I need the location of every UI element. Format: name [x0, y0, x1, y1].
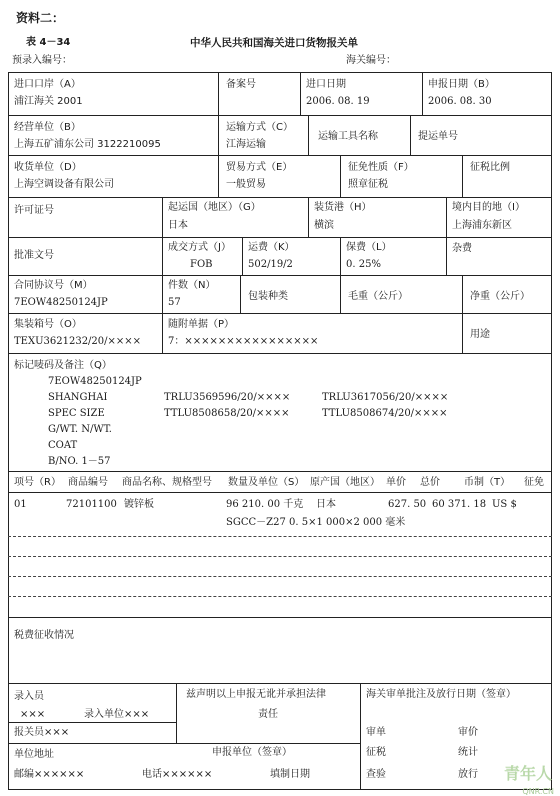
insurance-label: 保费（L） — [346, 242, 392, 253]
pieces-label: 件数（N） — [168, 280, 216, 291]
declaration-text-2: 责任 — [258, 709, 278, 720]
loading-port-label: 装货港（H） — [314, 202, 372, 213]
trade-mode-label: 贸易方式（E） — [226, 162, 293, 173]
statistics-label: 统计 — [458, 747, 478, 758]
loading-port-value: 横滨 — [314, 220, 334, 231]
destination-value: 上海浦东新区 — [452, 220, 512, 231]
table-number: 表 4－34 — [26, 37, 71, 48]
operator-label: 经营单位（B） — [14, 122, 81, 133]
import-date-value: 2006. 08. 19 — [306, 96, 370, 107]
tax-ratio-label: 征税比例 — [470, 162, 510, 173]
goods-unit-price: 627. 50 — [388, 499, 427, 510]
goods-header-name: 商品名称、规格型号 — [122, 477, 212, 488]
goods-origin: 日本 — [316, 499, 336, 510]
goods-spec: SGCC－Z27 0. 5×1 000×2 000 毫米 — [226, 517, 406, 528]
watermark-logo: 青年人 — [503, 764, 552, 783]
freight-value: 502/19/2 — [248, 259, 293, 270]
destination-label: 境内目的地（I） — [452, 202, 525, 213]
goods-code: 72101100 — [66, 499, 117, 510]
goods-header-origin: 原产国（地区） — [310, 477, 380, 488]
container-code: TRLU3617056/20/×××× — [322, 392, 449, 403]
freight-label: 运费（K） — [248, 242, 295, 253]
declare-date-value: 2006. 08. 30 — [428, 96, 492, 107]
license-number-label: 许可证号 — [14, 205, 54, 216]
entry-clerk-label: 录入员 — [14, 691, 44, 702]
entry-clerk-value: ××× — [20, 709, 46, 720]
consignee-value: 上海空调设备有限公司 — [14, 179, 114, 190]
vehicle-name-label: 运输工具名称 — [318, 131, 378, 142]
entry-unit: 录入单位××× — [84, 709, 150, 720]
misc-fee-label: 杂费 — [452, 243, 472, 254]
pieces-value: 57 — [168, 297, 181, 308]
origin-country-label: 起运国（地区）（G） — [168, 202, 261, 213]
approval-number-label: 批准文号 — [14, 250, 54, 261]
declarant-label: 报关员××× — [14, 727, 70, 738]
goods-quantity: 96 210. 00 千克 — [226, 499, 304, 510]
customs-number-label: 海关编号： — [346, 55, 396, 66]
contract-number-label: 合同协议号（M） — [14, 280, 93, 291]
goods-total-price: 60 371. 18 — [432, 499, 487, 510]
price-review-label: 审价 — [458, 727, 478, 738]
declare-date-label: 申报日期（B） — [428, 79, 495, 90]
marks-line: SHANGHAI — [48, 392, 108, 403]
insurance-value: 0. 25% — [346, 259, 381, 270]
goods-header-currency: 币制（T） — [464, 477, 511, 488]
fill-date-label: 填制日期 — [270, 769, 310, 780]
form-title: 中华人民共和国海关进口货物报关单 — [190, 37, 358, 49]
declare-unit-label: 申报单位（签章） — [212, 747, 292, 758]
import-date-label: 进口日期 — [306, 79, 346, 90]
attached-docs-value: 7：×××××××××××××××× — [168, 336, 319, 347]
goods-item-number: 01 — [14, 499, 27, 510]
release-label: 放行 — [458, 769, 478, 780]
goods-header-exempt: 征免 — [524, 477, 544, 488]
attached-docs-label: 随附单据（P） — [168, 319, 235, 330]
goods-header-code: 商品编号 — [68, 477, 108, 488]
exemption-label: 征免性质（F） — [348, 162, 414, 173]
deal-mode-value: FOB — [190, 259, 213, 270]
consignee-label: 收货单位（D） — [14, 162, 82, 173]
goods-header-qty: 数量及单位（S） — [228, 477, 305, 488]
inspect-label: 查验 — [366, 769, 386, 780]
goods-currency: US $ — [492, 499, 517, 510]
goods-header-price: 单价 — [386, 477, 406, 488]
container-code: TTLU8508658/20/×××× — [164, 408, 290, 419]
goods-header-total: 总价 — [420, 477, 440, 488]
unit-address-label: 单位地址 — [14, 749, 54, 760]
container-code: TTLU8508674/20/×××× — [322, 408, 448, 419]
zip-label: 邮编×××××× — [14, 769, 85, 780]
exemption-value: 照章征税 — [348, 179, 388, 190]
preentry-number-label: 预录入编号： — [12, 55, 72, 66]
import-port-value: 浦江海关 2001 — [14, 96, 83, 107]
levy-label: 征税 — [366, 747, 386, 758]
marks-label: 标记唛码及备注（Q） — [14, 360, 112, 371]
marks-line: G/WT. N/WT. — [48, 424, 112, 435]
record-number-label: 备案号 — [226, 79, 256, 90]
packing-type-label: 包装种类 — [248, 291, 288, 302]
marks-line: SPEC SIZE — [48, 408, 105, 419]
phone-label: 电话×××××× — [142, 769, 213, 780]
marks-line: B/NO. 1－57 — [48, 456, 111, 467]
import-port-label: 进口口岸（A） — [14, 79, 81, 90]
review-label: 审单 — [366, 727, 386, 738]
contract-number-value: 7EOW48250124JP — [14, 297, 108, 308]
customs-approval-title: 海关审单批注及放行日期（签章） — [366, 689, 516, 700]
usage-label: 用途 — [470, 329, 490, 340]
operator-value: 上海五矿浦东公司 3122210095 — [14, 139, 161, 150]
deal-mode-label: 成交方式（J） — [168, 242, 231, 253]
bill-number-label: 提运单号 — [418, 131, 458, 142]
tax-section-label: 税费征收情况 — [14, 630, 74, 641]
goods-header-item: 项号（R） — [14, 477, 61, 488]
watermark-url: QNR.CN — [522, 787, 554, 796]
container-code: TRLU3569596/20/×××× — [164, 392, 291, 403]
marks-line: 7EOW48250124JP — [48, 376, 142, 387]
transport-mode-value: 江海运输 — [226, 139, 266, 150]
declaration-text: 兹声明以上申报无讹并承担法律 — [186, 689, 326, 700]
section-label: 资料二： — [16, 11, 65, 25]
net-weight-label: 净重（公斤） — [470, 291, 530, 302]
origin-country-value: 日本 — [168, 220, 188, 231]
goods-name: 镀锌板 — [124, 499, 154, 510]
trade-mode-value: 一般贸易 — [226, 179, 266, 190]
container-number-label: 集装箱号（O） — [14, 319, 82, 330]
transport-mode-label: 运输方式（C） — [226, 122, 293, 133]
container-number-value: TEXU3621232/20/×××× — [14, 336, 142, 347]
gross-weight-label: 毛重（公斤） — [348, 291, 408, 302]
marks-line: COAT — [48, 440, 78, 451]
